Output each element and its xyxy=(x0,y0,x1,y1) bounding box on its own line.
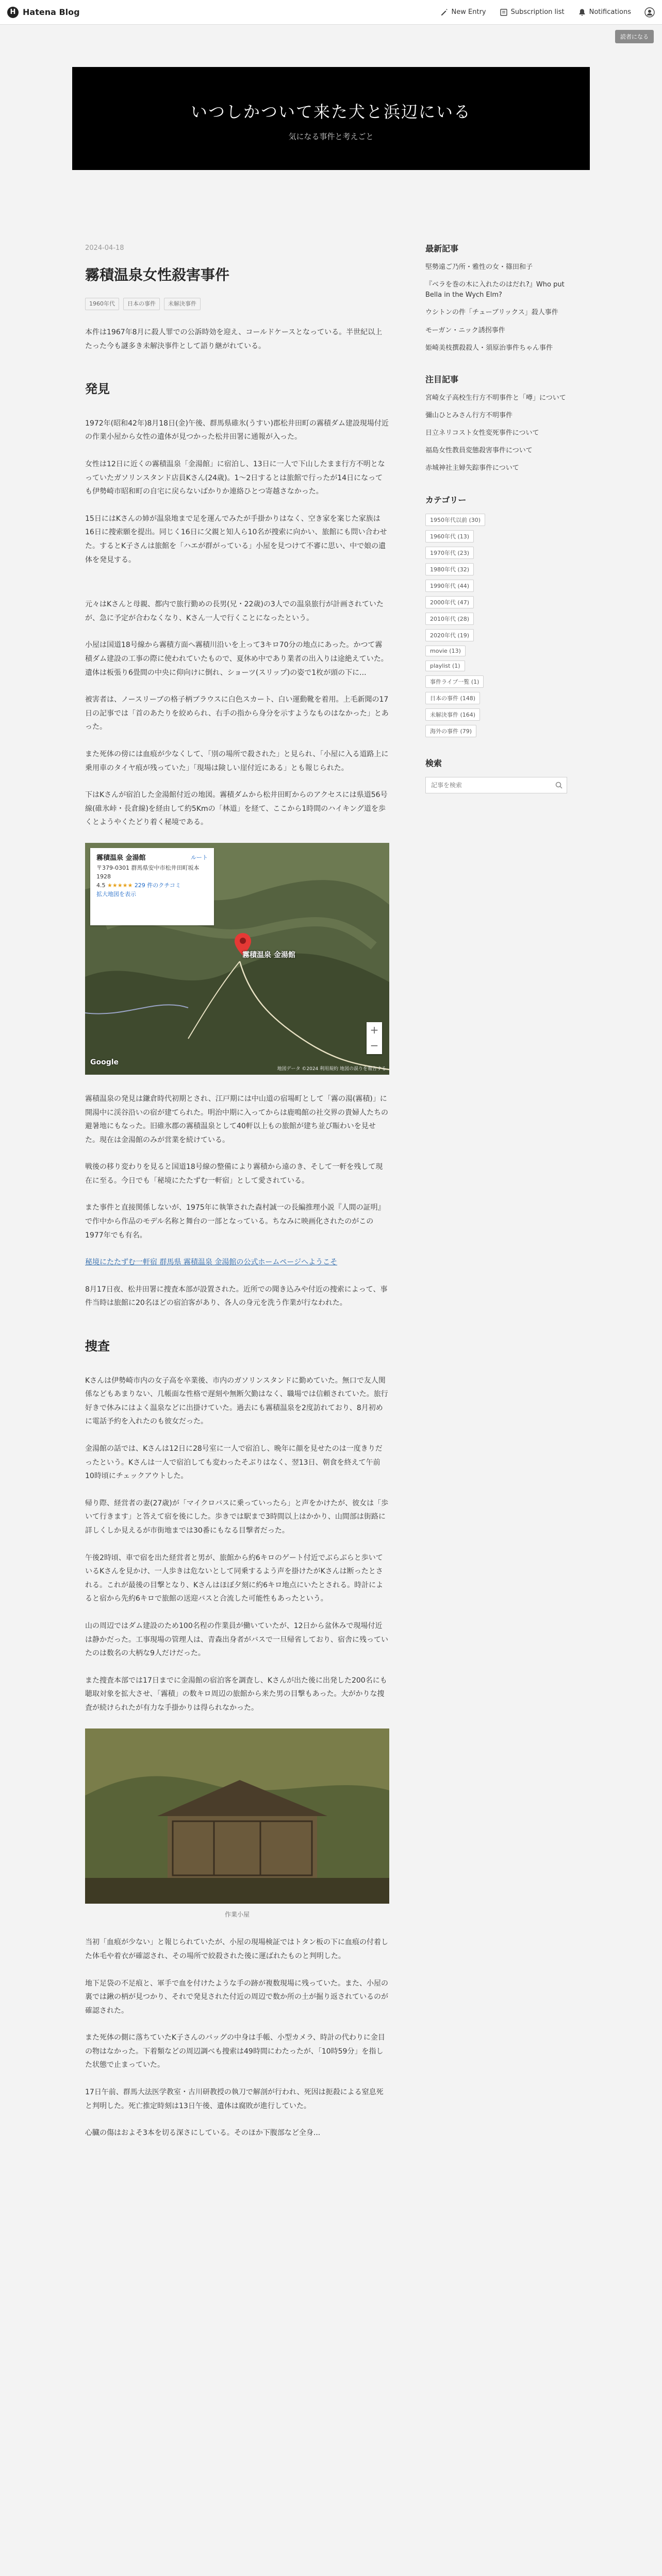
zoom-in-button[interactable]: + xyxy=(370,1023,379,1036)
bell-icon xyxy=(578,8,586,16)
popular-entry-link[interactable]: 福島女性教員変態殺害事件について xyxy=(425,447,533,455)
map-reviews-link[interactable]: 229 件のクチコミ xyxy=(134,882,181,889)
photo-caption: 作業小屋 xyxy=(224,1910,250,1918)
recent-entry-link[interactable]: モーガン・ニック誘拐事件 xyxy=(425,326,505,334)
brand-label: Hatena Blog xyxy=(23,7,80,17)
recent-entry-link[interactable]: 『ベラを巻の木に入れたのはだれ?』Who put Bella in the Wych Elm? xyxy=(425,281,565,299)
category-link[interactable]: 1980年代 (32) xyxy=(425,563,474,575)
paragraph: 被害者は、ノースリーブの格子柄ブラウスに白色スカート、白い運動靴を着用。上毛新聞の17日の記事では「首のあたりを絞められ、右手の指から身分を示すようなものはなかった」とあった。 xyxy=(85,696,389,732)
category-link[interactable]: 2000年代 (47) xyxy=(425,596,474,608)
map-place-label: 霧積温泉 金湯館 xyxy=(242,951,295,959)
search-icon[interactable] xyxy=(555,782,562,789)
category-link[interactable]: 事件ライブ一覧 (1) xyxy=(425,675,484,688)
new-entry-button[interactable] xyxy=(440,8,486,16)
paragraph: 心臓の傷はおよそ3本を切る深さにしている。そのほか下腹部など全身... xyxy=(85,2129,321,2138)
recent-heading: 最新記事 xyxy=(425,244,459,253)
hut-photo xyxy=(85,1728,389,1904)
paragraph: また死体の傍には血痕が少なくして、「別の場所で殺された」と見られ、「小屋に入る道路上に乗用車のタイヤ痕が残っていた」「現場は険しい崖付近にある」とも報じられた。 xyxy=(85,750,389,772)
search-section xyxy=(425,757,580,793)
popular-entry-link[interactable]: 宮崎女子高校生行方不明事件と「噂」について xyxy=(425,394,566,402)
map-info-card xyxy=(90,848,214,925)
map-footer[interactable]: 地図データ ©2024 利用規約 地図の誤りを報告する xyxy=(277,1066,386,1072)
paragraph: 山の周辺ではダム建設のため100名程の作業員が働いていたが、12日から盆休みで現場付近は静かだった。工事現場の管理人は、青森出身者がバスで一旦帰省しており、宿舎に残っていたのは数名の大柄な9人だけだった。 xyxy=(85,1621,388,1658)
paragraph: 下はKさんが宿泊した金湯館付近の地図。霧積ダムから松井田町からのアクセスには県道56号線(碓氷峠・長倉線)を経由して約5Kmの「林道」を経て、ここから1時間のハイキング道を歩くとようやくたどり着く秘境である。 xyxy=(85,791,388,827)
entry-date[interactable]: 2024-04-18 xyxy=(85,244,124,252)
hatena-icon: H xyxy=(7,7,19,18)
official-site-link[interactable]: 秘境にたたずむ一軒宿 群馬県 霧積温泉 金湯館の公式ホームページへようこそ xyxy=(85,1258,338,1267)
category-link[interactable]: playlist (1) xyxy=(425,660,465,671)
category-link[interactable]: 1990年代 (44) xyxy=(425,580,474,592)
category-link[interactable]: 海外の事件 (79) xyxy=(425,725,476,737)
paragraph: 元々はKさんと母親、都内で旅行勤めの長男(兄・22歳)の3人での温泉旅行が計画されていたが、急に予定が合わなくなり、Kさん一人で行くことになったという。 xyxy=(85,600,384,622)
paragraph: 本件は1967年8月に殺人罪での公訴時効を迎え、コールドケースとなっている。半世紀以上たった今も謎多き未解決事件として語り継がれている。 xyxy=(85,328,383,350)
hut-illustration xyxy=(85,1728,389,1904)
category-link[interactable]: 2020年代 (19) xyxy=(425,629,474,641)
paragraph: 当初「血痕が少ない」と報じられていたが、小屋の現場検証ではトタン板の下に血痕の付着した体毛や着衣が確認され、その場所で絞殺された後に運ばれたものと判明した。 xyxy=(85,1938,388,1960)
section-heading: 捜査 xyxy=(85,1339,110,1354)
paragraph: 帰り際、経営者の妻(27歳)が「マイクロバスに乗っていったら」と声をかけたが、彼女は「歩いて行きます」と答えて宿を後にした。歩きでは駅まで3時間以上はかかり、山間部は街路に詳しくしか見えるが市街地までは30番にもなる目撃者だった。 xyxy=(85,1499,389,1535)
search-input[interactable] xyxy=(430,781,555,789)
sidebar xyxy=(425,242,580,813)
category-link[interactable]: 日本の事件 (148) xyxy=(425,692,480,704)
recent-entries xyxy=(425,242,580,353)
category-heading: カテゴリー xyxy=(425,495,467,505)
recent-entry-link[interactable]: 堅勢遠ご乃所・雅性の女・篠田和子 xyxy=(425,263,533,271)
category-link[interactable]: 2010年代 (28) xyxy=(425,613,474,625)
paragraph: 8月17日夜、松井田署に捜査本部が設置された。近所での聞き込みや付近の捜索によって、事件当時は旅館に20名ほどの宿泊客があり、各人の身元を洗う作業が行なわれた。 xyxy=(85,1285,388,1308)
paragraph: 地下足袋の不足痕と、軍手で血を付けたような手の跡が複数現場に残っていた。また、小屋の裏では鍬の柄が見つかり、それで発見された付近の周辺で数か所の土が掘り返されているのが確認された。 xyxy=(85,1979,388,2015)
subscription-label: Subscription list xyxy=(510,8,565,16)
popular-entry-link[interactable]: 日立ネリコスト女性変死事件について xyxy=(425,429,539,437)
paragraph: 女性は12日に近くの霧積温泉「金湯館」に宿泊し、13日に一人で下山したまま行方不明となっていたガソリンスタンド店員Kさん(24歳)。1〜2日するとは旅館で行ったが14日になっても伊勢崎市昭和町の自宅に戻らないばかりか連絡ひとつ寄越さなかった。 xyxy=(85,460,385,496)
notifications-label: Notifications xyxy=(589,8,631,16)
paragraph: 金湯館の話では、Kさんは12日に28号室に一人で宿泊し、晩年に顔を見せたのは一度きりだったという。Kさんは一人で宿泊しても変わったそぶりはなく、翌13日、朝食を終えて午前10時頃にチェックアウトした。 xyxy=(85,1445,383,1481)
topbar xyxy=(0,0,662,25)
category-link[interactable]: 未解決事件 (164) xyxy=(425,708,480,721)
entry-title[interactable]: 霧積温泉女性殺害事件 xyxy=(85,266,230,283)
map-rating: 4.5 xyxy=(96,882,106,889)
recent-entry-link[interactable]: ウシトンの件「チューブリックス」殺人事件 xyxy=(425,309,558,317)
list-icon xyxy=(500,8,508,16)
search-box xyxy=(425,777,567,793)
user-avatar-icon[interactable] xyxy=(644,7,655,18)
category-link[interactable]: 1970年代 (23) xyxy=(425,547,474,559)
entry-tags xyxy=(85,298,389,310)
popular-entries xyxy=(425,373,580,474)
recent-entry-link[interactable]: 姫崎美枝撰殺殺人・須原治事件ちゃん事件 xyxy=(425,344,553,352)
subscription-list-button[interactable] xyxy=(500,8,565,16)
google-logo: Google xyxy=(90,1058,119,1067)
hatena-logo[interactable] xyxy=(7,7,80,18)
article xyxy=(85,242,389,2576)
paragraph: 戦後の移り変わりを見ると国道18号線の整備により霧積から遠のき、そして一軒を残して現在に至る。今日でも「秘境にたたずむ一軒宿」として愛されている。 xyxy=(85,1163,383,1185)
paragraph: Kさんは伊勢崎市内の女子高を卒業後、市内のガソリンスタンドに勤めていた。無口で友人関係などもあまりない、几帳面な性格で遅刻や無断欠勤はなく、職場では信頼されていた。旅行好きで休みにはよく温泉などに出掛けていた。過去にも霧積温泉を2度訪れており、8月初めに電話予約を入れたのも彼女だった。 xyxy=(85,1376,388,1426)
popular-entry-link[interactable]: 彌山ひとみさん行方不明事件 xyxy=(425,411,513,419)
paragraph: 15日にはKさんの姉が温泉地まで足を運んでみたが手掛かりはなく、空き家を案じた家族は16日に捜索願を提出。同じく16日に父親と知人ら10名が捜索に向かい、旅館にも問い合わせた。するとK子さんは旅館を「ハエが群がっている」小屋を見つけて不審に思い、中で娘の遺体を発見する。 xyxy=(85,514,387,564)
category-link[interactable]: 1950年代以前 (30) xyxy=(425,514,485,526)
paragraph: 午後2時頃、車で宿を出た経営者と男が、旅館から約6キロのゲート付近でぶらぶらと歩いているKさんを見かけ、一人歩きは危ないとして同乗するよう声を掛けたがKさんは断ったとされる。これが最後の目撃となり、Kさんはほぼ夕刻に約6キロ地点にいたとされる。時計によると宿から先約6キロで旅館の送迎バスと合流した可能性もあったという。 xyxy=(85,1553,384,1603)
paragraph: また捜査本部では17日までに金湯館の宿泊客を調査し、Kさんが出た後に出発した200名にも聴取対象を拡大させ、「霧積」の数キロ周辺の旅館から来た男の目撃もあった。大がかりな捜査が続けられたが有力な手掛かりは得られなかった。 xyxy=(85,1676,387,1712)
paragraph: また事件と直接関係しないが、1975年に執筆された森村誠一の長編推理小説『人間の証明』で作中から作品のモデル名称と舞台の一部となっている。ちなみに映画化されたのがこの1977年でも有名。 xyxy=(85,1204,385,1240)
rating-stars-icon: ★★★★★ xyxy=(107,882,133,889)
popular-heading: 注目記事 xyxy=(425,374,459,384)
categories xyxy=(425,494,580,737)
paragraph: 17日午前、群馬大法医学教室・古川研教授の執刀で解剖が行われ、死因は扼殺による窒息死と判明した。死亡推定時刻は13日午後、遺体は腐敗が進行していた。 xyxy=(85,2088,384,2110)
search-heading: 検索 xyxy=(425,758,442,768)
paragraph: 霧積温泉の発見は鎌倉時代初期とされ、江戸期には中山道の宿場町として「霧の湯(霧積)」に開湯中に渓谷沿いの宿が建てられた。明治中期に入ってからは鹿鳴館の社交界の貴婦人たちの避暑地にもなった。旧碓氷郡の霧積温泉として40軒以上もの旅館が建ち並び賑わいを見せた。現在は金湯館のみが営業を続けている。 xyxy=(85,1094,388,1144)
zoom-out-button[interactable]: − xyxy=(370,1039,379,1052)
blog-header xyxy=(72,67,590,170)
embedded-map[interactable] xyxy=(85,843,389,1075)
tag[interactable]: 1960年代 xyxy=(85,298,119,310)
category-link[interactable]: 1960年代 (13) xyxy=(425,530,474,543)
map-directions-link[interactable]: ルート xyxy=(191,854,208,861)
new-entry-label: New Entry xyxy=(451,8,486,16)
map-address: 〒379-0301 群馬県安中市松井田町坂本 1928 xyxy=(96,865,200,880)
subscribe-button[interactable]: 読者になる xyxy=(615,30,654,43)
map-place-name: 霧積温泉 金湯館 xyxy=(96,854,146,862)
blog-description: 気になる事件と考えごと xyxy=(288,132,374,141)
popular-entry-link[interactable]: 赤城神社主婦失踪事件について xyxy=(425,464,519,472)
tag[interactable]: 未解決事件 xyxy=(164,298,201,310)
paragraph: 小屋は国道18号線から霧積方面へ霧積川沿いを上って3キロ70分の地点にあった。かつて霧積ダム建設の工事の際に使われていたもので、夏休め中であり業者の出入りは途絶えていた。遺体は板張り6畳間の中央に仰向けに倒れ、ショーツ(スリップ)の姿で1枚が頭の下に... xyxy=(85,641,388,677)
section-heading: 発見 xyxy=(85,382,110,397)
blog-title[interactable]: いつしかついて来た犬と浜辺にいる xyxy=(190,102,471,122)
notifications-button[interactable] xyxy=(578,8,631,16)
map-zoom-controls xyxy=(367,1022,382,1054)
pencil-icon xyxy=(440,8,449,16)
tag[interactable]: 日本の事件 xyxy=(123,298,160,310)
category-link[interactable]: movie (13) xyxy=(425,646,466,656)
map-enlarge-link[interactable]: 拡大地図を表示 xyxy=(96,891,136,898)
paragraph: 1972年(昭和42年)8月18日(金)午後、群馬県碓氷(うすい)郡松井田町の霧積ダム建設現場付近の作業小屋から女性の遺体が見つかった松井田署に通報が入った。 xyxy=(85,419,389,442)
paragraph: また死体の側に落ちていたK子さんのバッグの中身は手帳、小型カメラ、時計の代わりに金目の物はなかった。下着類などの周辺調べも捜索は49時間にわたったが、「10時59分」を指した状態で止まっていた。 xyxy=(85,2033,385,2070)
